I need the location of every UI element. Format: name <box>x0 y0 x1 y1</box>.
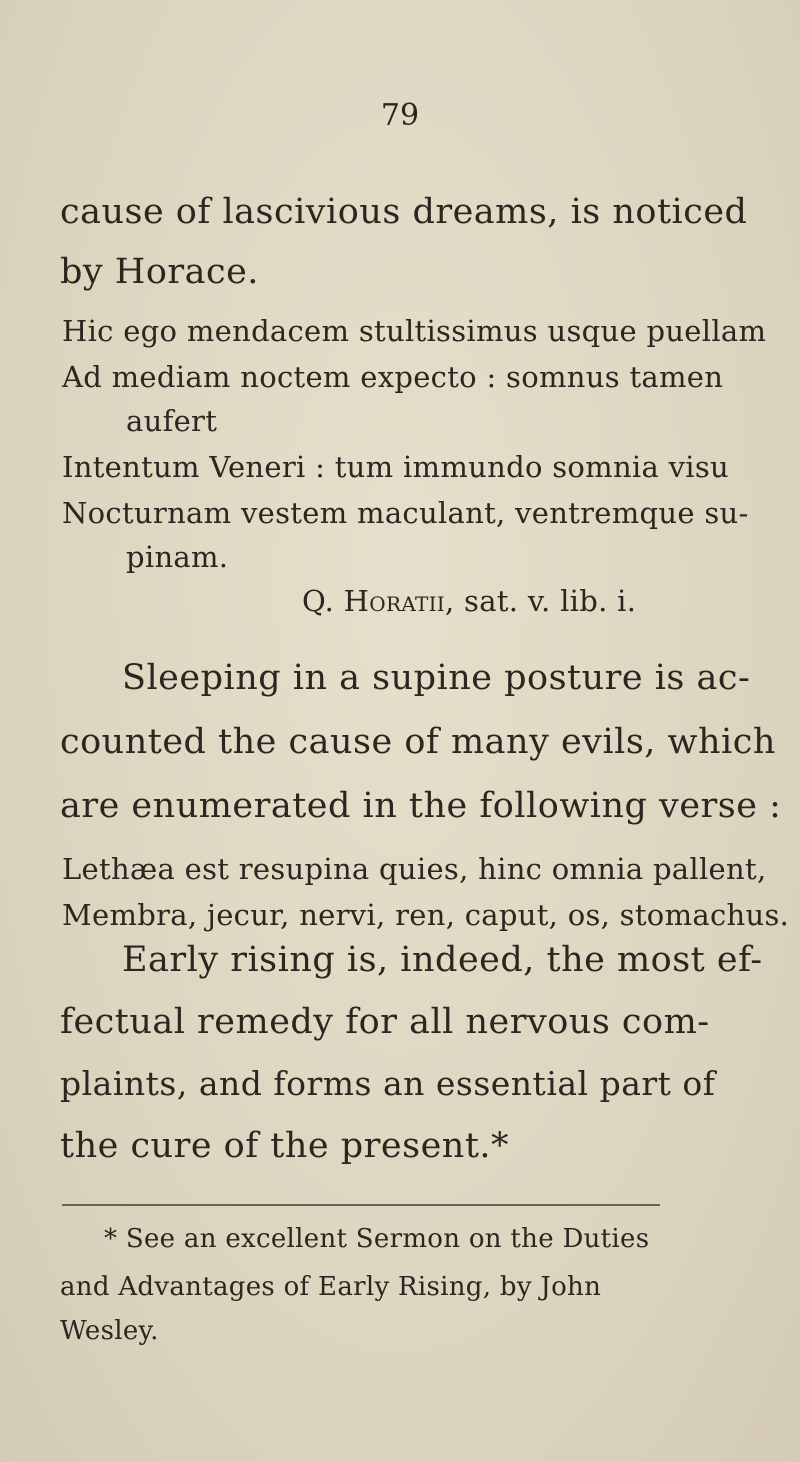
page-number: 79 <box>380 98 420 133</box>
prose-line: plaints, and forms an essential part of <box>60 1064 716 1103</box>
prose-line: fectual remedy for all nervous com- <box>60 1002 710 1042</box>
prose-line: counted the cause of many evils, which <box>60 722 776 762</box>
prose-line: Early rising is, indeed, the most ef- <box>122 940 763 980</box>
citation-prefix: Q. <box>302 584 344 618</box>
footnote-line: and Advantages of Early Rising, by John <box>60 1272 602 1302</box>
citation-suffix: , sat. v. lib. i. <box>445 584 637 618</box>
verse-line-continuation: pinam. <box>126 540 229 574</box>
prose-line: Sleeping in a supine posture is ac- <box>122 658 751 698</box>
verse-line: Membra, jecur, nervi, ren, caput, os, stomachus. <box>62 898 790 932</box>
footnote-line: Wesley. <box>60 1316 159 1346</box>
verse-line: Ad mediam noctem expecto : somnus tamen <box>62 360 724 394</box>
verse-line: Nocturnam vestem maculant, ventremque su- <box>62 496 749 530</box>
verse-line: Intentum Veneri : tum immundo somnia visu <box>62 450 730 484</box>
prose-line: the cure of the present.* <box>60 1126 510 1166</box>
footnote-line: * See an excellent Sermon on the Duties <box>104 1224 650 1254</box>
citation-author: Horatii <box>343 584 446 618</box>
footnote-rule <box>62 1204 660 1206</box>
prose-line: are enumerated in the following verse : <box>60 786 782 826</box>
verse-line: Lethæa est resupina quies, hinc omnia pallent, <box>62 852 767 886</box>
citation <box>302 584 636 618</box>
verse-line-continuation: aufert <box>126 404 218 438</box>
prose-line: by Horace. <box>60 252 259 292</box>
prose-line: cause of lascivious dreams, is noticed <box>60 192 748 232</box>
verse-line: Hic ego mendacem stultissimus usque puellam <box>62 314 767 348</box>
